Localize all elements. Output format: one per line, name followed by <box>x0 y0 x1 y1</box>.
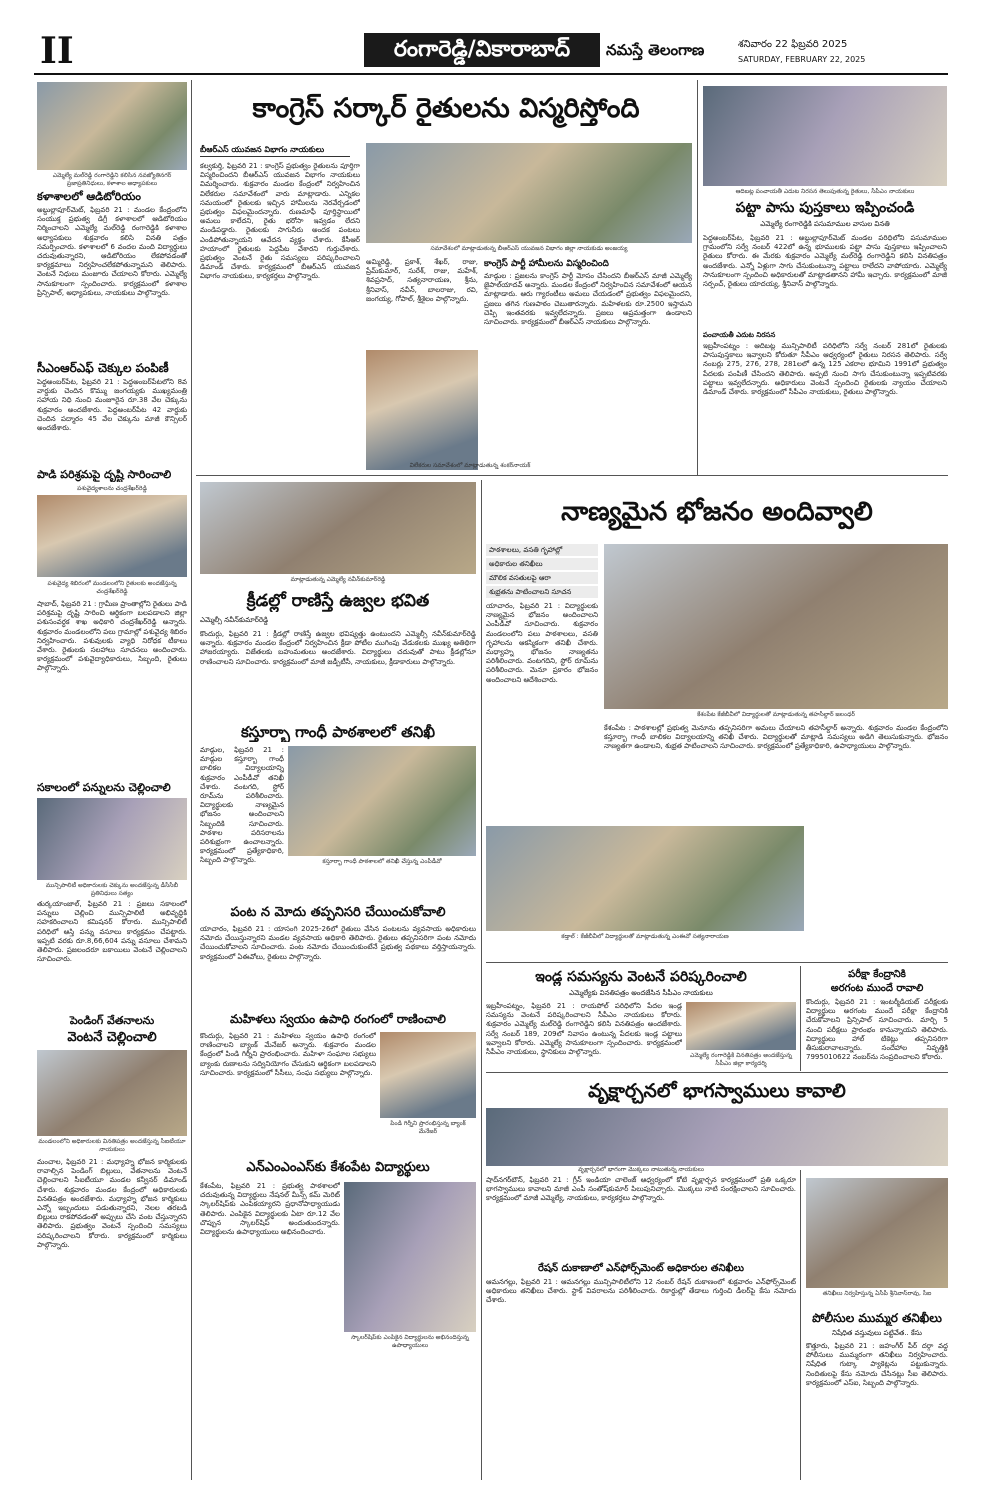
article-body: షాబాద్, ఫిబ్రవరి 21 : గ్రామీణ ప్రాంతాల్లోని రైతులు పాడి పరిశ్రమపై దృష్టి సారించి ఆర్థికంగా బలపడాలని జిల్లా పశుసంవర్ధక శాఖ అధికారి చంద్రశేఖర్‌రెడ్డి అన్నారు. శుక్రవారం మండలంలోని పలు గ్రామాల్లో పశువైద్య శిబిరం నిర్వహించారు. పశువులకు వ్యాధి నిరోధక టీకాలు వేశారు. రైతులకు సలహాలు సూచనలు అందించారు. కార్యక్రమంలో పశువైద్యాధికారులు, సిబ్బంది, రైతులు పాల్గొన్నారు. <box>37 600 187 673</box>
headline: రేషన్ దుకాణాలో ఎన్‌ఫోర్స్‌మెంట్ అధికారుల తనిఖీలు <box>537 1263 744 1274</box>
headline: పట్టా పాసు పుస్తకాలు ఇప్పించండి <box>735 200 915 216</box>
article-body: మాడ్గుల, ఫిబ్రవరి 21 : మాడ్గుల కస్తూర్బా గాంధీ బాలికల విద్యాలయాన్ని శుక్రవారం ఎంపీడీవో తనిఖీ చేశారు. వంటగది, స్టోర్ రూమ్‌ను పరిశీలించారు. విద్యార్థులకు నాణ్యమైన భోజనం అందించాలని సిబ్బందికి సూచించారు. పాఠశాల పరిసరాలను పరిశుభ్రంగా ఉంచాలన్నారు. కార్యక్రమంలో ప్రత్యేకాధికారి, సిబ్బంది పాల్గొన్నారు. <box>200 746 284 865</box>
article-body: కొందుర్గు, ఫిబ్రవరి 21 : ఇంటర్మీడియట్ పరీక్షలకు విద్యార్థులు అరగంట ముందే పరీక్షా కేంద్రానికి చేరుకోవాలని ప్రిన్సిపాల్ సూచించారు. మార్చి 5 నుంచి పరీక్షలు ప్రారంభం కానున్నాయని తెలిపారు. విద్యార్థులు హాల్ టికెట్లు తప్పనిసరిగా తీసుకురావాలన్నారు. సందేహాల నివృత్తికి 7995010622 నంబర్‌ను సంప్రదించాలని కోరారు. <box>806 998 948 1062</box>
photo-caption: కేశంపేట కేజీబీవీలో విద్యార్థులతో మాట్లాడుతున్న తహసీల్దార్ జలంధర్ <box>697 711 855 718</box>
headline: క్రీడల్లో రాణిస్తే ఉజ్వల భవిత <box>246 591 430 611</box>
news-photo <box>288 746 476 856</box>
news-photo <box>806 1178 948 1288</box>
news-photo <box>604 544 948 709</box>
article-body: కల్వకుర్తి, ఫిబ్రవరి 21 : కాంగ్రెస్ ప్రభుత్వం రైతులను పూర్తిగా విస్మరించిందని బీఆర్‌ఎస్ యువజన విభాగం నాయకులు విమర్శించారు. శుక్రవారం మండల కేంద్రంలో నిర్వహించిన విలేకరుల సమావేశంలో వారు మాట్లాడారు. ఎన్నికల సమయంలో రైతులకు ఇచ్చిన హామీలను నెరవేర్చడంలో ప్రభుత్వం విఫలమైందన్నారు. రుణమాఫీ పూర్తిస్థాయిలో అమలు కాలేదని, రైతు భరోసా ఇవ్వడం లేదని మండిపడ్డారు. రైతులకు సాగునీరు అందక పంటలు ఎండిపోతున్నాయని ఆవేదన వ్యక్తం చేశారు. కేసీఆర్ హయాంలో రైతులకు పెద్దపీట వేశారని గుర్తుచేశారు. ప్రభుత్వం వెంటనే రైతు సమస్యలు పరిష్కరించాలని డిమాండ్ చేశారు. కార్యక్రమంలో బీఆర్‌ఎస్ యువజన విభాగం నాయకులు, కార్యకర్తలు పాల్గొన్నారు. <box>200 162 360 281</box>
headline: కళాశాలలో ఆడిటోరియం <box>37 190 141 203</box>
news-photo <box>200 482 476 574</box>
photo-caption: పిండి గిర్నీని ప్రారంభిస్తున్న బ్యాంక్ మేనేజర్ <box>390 1120 466 1135</box>
photo-caption: పశువైద్యశాలను చంద్రశేఖర్‌రెడ్డి <box>77 485 147 492</box>
photo-caption: మండలంలోని అధికారులకు వినతిపత్రం అందజేస్తున్న సీఐటీయూ నాయకులు <box>38 1138 186 1153</box>
headline: పెండింగ్ వేతనాలను <box>69 1014 155 1027</box>
news-photo <box>380 1032 476 1118</box>
photo-caption: వృక్షార్చనలో భాగంగా మొక్కలు నాటుతున్న నాయకులు <box>578 1166 704 1173</box>
headline: వృక్షార్చనలో భాగస్వాములు కావాలి <box>588 1080 846 1102</box>
page-number: II <box>40 30 74 72</box>
article-body: అబ్దుల్లాపూర్‌మెట్, ఫిబ్రవరి 21 : మండల కేంద్రంలోని సంయుక్త ప్రభుత్వ డిగ్రీ కళాశాలలో ఆడిటోరియం నిర్మించాలని ఎమ్మెల్యే మల్‌రెడ్డి రంగారెడ్డికి కళాశాల అధ్యాపకులు శుక్రవారం కలిసి వినతి పత్రం సమర్పించారు. కళాశాలలో 6 వందల మంది విద్యార్థులు చదువుతున్నారని, ఆడిటోరియం లేకపోవడంతో కార్యక్రమాలు నిర్వహించలేకపోతున్నామని తెలిపారు. వెంటనే నిధులు మంజూరు చేయాలని కోరారు. ఎమ్మెల్యే సానుకూలంగా స్పందించారు. కార్యక్రమంలో కళాశాల ప్రిన్సిపాల్, అధ్యాపకులు, నాయకులు పాల్గొన్నారు. <box>37 206 187 297</box>
headline: సకాలంలో పన్నులను చెల్లించాలి <box>37 781 171 794</box>
column-rule <box>481 480 482 1480</box>
news-photo <box>366 350 478 470</box>
news-photo <box>703 86 947 186</box>
headline: అరగంట ముందే రావాలి <box>830 983 924 994</box>
article-body: ఇబ్రహీంపట్నం : ఆదిబట్ల మున్సిపాలిటీ పరిధిలోని సర్వే నంబర్ 281లో రైతులకు పాసుపుస్తకాలు ఇవ్వాలని కోరుతూ సీపీఎం ఆధ్వర్యంలో రైతులు నిరసన తెలిపారు. సర్వే నంబర్లు 275, 276, 278, 281లలో ఉన్న 125 ఎకరాల భూమిని 1991లో ప్రభుత్వం పేదలకు పంపిణీ చేసిందని తెలిపారు. అప్పటి నుంచి సాగు చేసుకుంటున్నా ఇప్పటివరకు పట్టాలు ఇవ్వలేదన్నారు. అధికారులు వెంటనే స్పందించి రైతులకు న్యాయం చేయాలని డిమాండ్ చేశారు. కార్యక్రమంలో సీపీఎం నాయకులు, రైతులు పాల్గొన్నారు. <box>703 342 947 397</box>
headline: కస్తూర్బా గాంధీ పాఠశాలలో తనిఖీ <box>240 723 436 741</box>
date-english: SATURDAY, FEBRUARY 22, 2025 <box>738 55 866 64</box>
masthead-rule <box>34 73 948 75</box>
headline: పాడి పరిశ్రమపై దృష్టి సారించాలి <box>37 468 172 481</box>
article-body: పెద్దఅంబర్‌పేట, ఫిబ్రవరి 21 : పెద్దఅంబర్‌పేటలోని 8వ వార్డుకు చెందిన కొమ్ము జంగయ్యకు ముఖ్యమంత్రి సహాయ నిధి నుంచి మంజూరైన రూ.38 వేల చెక్కును శుక్రవారం అందజేశారు. పెద్దఅంబర్‌పేట 42 వార్డుకు చెందిన పద్మారం 45 వేల చెక్కును మాజీ కౌన్సిలర్ అందజేశారు. <box>37 378 187 433</box>
section-banner: రంగారెడ్డి/వికారాబాద్ <box>364 33 600 67</box>
kicker: బీఆర్‌ఎస్ యువజన విభాగం నాయకులు <box>200 143 350 157</box>
news-photo <box>486 826 804 931</box>
news-photo <box>37 1050 187 1136</box>
section-rule <box>486 962 948 963</box>
headline: ఎన్‌ఎంఎంఎస్‌కు కేశంపేట విద్యార్థులు <box>246 1160 430 1175</box>
article-body: కొందుర్గు, ఫిబ్రవరి 21 : క్రీడల్లో రాణిస్తే ఉజ్వల భవిష్యత్తు ఉంటుందని ఎమ్మెల్సీ నవీన్‌కుమార్‌రెడ్డి అన్నారు. శుక్రవారం మండల కేంద్రంలో నిర్వహించిన క్రీడా పోటీల ముగింపు వేడుకలకు ముఖ్య అతిథిగా హాజరయ్యారు. విజేతలకు బహుమతులు అందజేశారు. విద్యార్థులు చదువుతో పాటు క్రీడల్లోనూ రాణించాలని సూచించారు. కార్యక్రమంలో మాజీ జడ్పీటీసీ, నాయకులు, క్రీడాకారులు పాల్గొన్నారు. <box>200 630 476 666</box>
photo-caption: ఎమ్మెల్యే మల్‌రెడ్డి రంగారెడ్డిని కలిసిన నవజ్యోతినగర్ ప్రజాప్రతినిధులు, కళాశాల అధ్యాపకులు <box>52 172 172 187</box>
news-photo <box>37 798 187 880</box>
article-body: షాద్‌నగర్‌టౌన్, ఫిబ్రవరి 21 : గ్రీన్ ఇండియా చాలెంజ్ ఆధ్వర్యంలో కోటి వృక్షార్చన కార్యక్రమంలో ప్రతి ఒక్కరూ భాగస్వాములు కావాలని మాజీ ఎంపీ సంతోష్‌కుమార్ పిలుపునిచ్చారు. మొక్కలు నాటి సంరక్షించాలని సూచించారు. కార్యక్రమంలో మాజీ ఎమ్మెల్యే, నాయకులు, కార్యకర్తలు పాల్గొన్నారు. <box>486 1176 796 1203</box>
photo-caption: స్కాలర్‌షిప్‌కు ఎంపికైన విద్యార్థులను అభినందిస్తున్న ఉపాధ్యాయులు <box>351 1334 469 1349</box>
article-body: అమ్మిరెడ్డి, ప్రకాశ్, శేఖర్, రాజు, ప్రేమ్‌కుమార్, సురేశ్, రాజు, మహేశ్, శివప్రసాద్, సత్యనారాయణ, శ్రీను, శ్రీనివాస్, నవీన్, బాలరాజు, రవి, జంగయ్య, గోపాల్, శ్రీశైలం పాల్గొన్నారు. <box>366 258 478 303</box>
section-rule <box>196 475 948 476</box>
headline: కాంగ్రెస్ పార్టీ హామీలను విస్మరించింది <box>484 259 609 269</box>
news-photo <box>366 143 692 243</box>
column-rule <box>800 1170 801 1480</box>
article-body: పెద్దఅంబర్‌పేట, ఫిబ్రవరి 21 : అబ్దుల్లాపూర్‌మెట్ మండల పరిధిలోని పసుమాముల గ్రామంలోని సర్వే నంబర్ 422లో ఉన్న భూములకు పట్టా పాసు పుస్తకాలు ఇప్పించాలని రైతులు కోరారు. ఈ మేరకు శుక్రవారం ఎమ్మెల్యే మల్‌రెడ్డి రంగారెడ్డిని కలిసి వినతిపత్రం అందజేశారు. ఎన్నో ఏళ్లుగా సాగు చేసుకుంటున్నా పట్టాలు రాలేదని వాపోయారు. ఎమ్మెల్యే సానుకూలంగా స్పందించి అధికారులతో మాట్లాడతానని హామీ ఇచ్చారు. కార్యక్రమంలో మాజీ సర్పంచ్, రైతులు యాదయ్య, శ్రీనివాస్ పాల్గొన్నారు. <box>703 234 947 289</box>
date-telugu: శనివారం 22 ఫిబ్రవరి 2025 <box>738 39 848 50</box>
photo-caption: తనిఖీలు నిర్వహిస్తున్న ఏసీపీ శ్రీనివాస్‌రావు, సీఐ <box>822 1290 932 1297</box>
newspaper-name: నమస్తే తెలంగాణ <box>606 41 705 59</box>
article-body: ఆమనగల్లు, ఫిబ్రవరి 21 : ఆమనగల్లు మున్సిపాలిటీలోని 12 నంబర్ రేషన్ దుకాణంలో శుక్రవారం ఎన్‌ఫోర్స్‌మెంట్ అధికారులు తనిఖీలు చేశారు. స్టాక్ వివరాలను పరిశీలించారు. రికార్డుల్లో తేడాలు గుర్తించి డీలర్‌పై కేసు నమోదు చేశారు. <box>486 1278 796 1305</box>
sub-headline: ఎమ్మెల్సీ నవీన్‌కుమార్‌రెడ్డి <box>200 616 269 624</box>
photo-caption: మున్సిపాలిటీ అధికారులకు చెక్కును అందజేస్తున్న డీసీసీబీ ప్రతినిధులు సత్యం <box>45 882 179 897</box>
article-body: యాచారం, ఫిబ్రవరి 21 : విద్యార్థులకు నాణ్యమైన భోజనం అందించాలని ఎంపీడీవో సూచించారు. శుక్రవారం మండలంలోని పలు పాఠశాలలు, వసతి గృహాలను ఆకస్మికంగా తనిఖీ చేశారు. మధ్యాహ్న భోజనం నాణ్యతను పరిశీలించారు. వంటగదిని, స్టోర్ రూమ్‌ను పరిశీలించారు. మెనూ ప్రకారం భోజనం అందించాలని ఆదేశించారు. <box>486 602 598 684</box>
kicker: అధికారుల తనిఖీలు <box>486 558 598 570</box>
photo-caption: కస్తూర్బా గాంధీ పాఠశాలలో తనిఖీ చేస్తున్న ఎంపీడీవో <box>322 858 442 865</box>
section-rule <box>486 1072 948 1073</box>
column-rule <box>697 80 698 475</box>
headline: సీఎంఆర్‌ఎఫ్ చెక్కుల పంపిణీ <box>37 361 169 375</box>
photo-caption: విలేకరుల సమావేశంలో మాట్లాడుతున్న శంకర్‌నాయక్ <box>409 462 531 469</box>
headline: పరీక్షా కేంద్రానికి <box>848 969 906 980</box>
photo-caption: పశువైద్య శిబిరంలో మండలంలోని రైతులకు అందజేస్తున్న చంద్రశేఖర్‌రెడ్డి <box>47 580 177 595</box>
photo-caption: ఎమ్మెల్యే రంగారెడ్డికి వినతిపత్రం అందజేస్తున్న సీపీఎం జిల్లా కార్యదర్శి <box>690 1052 792 1067</box>
kicker: పాఠశాలలు, వసతి గృహాల్లో <box>486 544 598 556</box>
headline: పంట న మోదు తప్పనిసరి చేయించుకోవాలి <box>230 905 446 920</box>
headline: పోలీసుల ముమ్మర తనిఖీలు <box>812 1311 942 1325</box>
article-body: కేశంపేట, ఫిబ్రవరి 21 : ప్రభుత్వ పాఠశాలలో చదువుతున్న విద్యార్థులు నేషనల్ మీన్స్ కమ్ మెరిట్ స్కాలర్‌షిప్‌కు ఎంపికయ్యారని ప్రధానోపాధ్యాయుడు తెలిపారు. ఎంపికైన విద్యార్థులకు ఏటా రూ.12 వేల చొప్పున స్కాలర్‌షిప్ అందుతుందన్నారు. విద్యార్థులను ఉపాధ్యాయులు అభినందించారు. <box>200 1182 340 1237</box>
sub-headline: ఎమ్మెల్యేకు వినతిపత్రం అందజేసిన సీపీఎం నాయకులు <box>569 989 713 997</box>
photo-caption: కడ్తాల్ : కేజీబీవీలో విద్యార్థులతో మాట్లాడుతున్న ఎంఈవో సత్యనారాయణ <box>561 933 729 940</box>
photo-caption: సమావేశంలో మాట్లాడుతున్న బీఆర్‌ఎస్ యువజన విభాగం జిల్లా నాయకుడు అంజయ్య <box>430 245 628 252</box>
photo-caption: మాట్లాడుతున్న ఎమ్మెల్యే నవీన్‌కుమార్‌రెడ్డి <box>290 576 386 583</box>
article-body: ఇబ్రహీంపట్నం, ఫిబ్రవరి 21 : రాయపోల్ పరిధిలోని పేదల ఇండ్ల సమస్యను వెంటనే పరిష్కరించాలని సీపీఎం నాయకులు కోరారు. శుక్రవారం ఎమ్మెల్యే మల్‌రెడ్డి రంగారెడ్డిని కలిసి వినతిపత్రం అందజేశారు. సర్వే నంబర్ 189, 209లో నివాసం ఉంటున్న పేదలకు ఇండ్ల పట్టాలు ఇవ్వాలని కోరారు. ఎమ్మెల్యే సానుకూలంగా స్పందించారు. కార్యక్రమంలో సీపీఎం నాయకులు, స్థానికులు పాల్గొన్నారు. <box>486 1002 682 1057</box>
news-photo <box>37 82 187 170</box>
headline: ఇండ్ల సమస్యను వెంటనే పరిష్కరించాలి <box>535 969 747 985</box>
kicker: శుభ్రతను పాటించాలని సూచన <box>486 586 598 598</box>
sub-headline: ఎమ్మెల్యే రంగారెడ్డికి పసుమాముల వాసుల వినతి <box>760 220 890 228</box>
lead-headline: కాంగ్రెస్ సర్కార్ రైతులను విస్మరిస్తోంది <box>252 93 640 124</box>
article-body: కొత్తూరు, ఫిబ్రవరి 21 : జహంగీర్ పీర్ దర్గా వద్ద పోలీసులు ముమ్మరంగా తనిఖీలు నిర్వహించారు. నిషేధిత గుట్కా ప్యాకెట్లను పట్టుకున్నారు. నిందితులపై కేసు నమోదు చేసినట్లు సీఐ తెలిపారు. కార్యక్రమంలో ఎస్‌ఐ, సిబ్బంది పాల్గొన్నారు. <box>806 1342 948 1387</box>
news-photo <box>344 1182 476 1332</box>
column-rule <box>191 80 192 1480</box>
kicker: మౌలిక వసతులపై ఆరా <box>486 572 598 584</box>
article-body: యాచారం, ఫిబ్రవరి 21 : యాసంగి 2025-26లో రైతులు వేసిన పంటలను వ్యవసాయ అధికారులు నమోదు చేయిస్తున్నారని మండల వ్యవసాయ అధికారి తెలిపారు. రైతులు తప్పనిసరిగా పంట నమోదు చేయించుకోవాలని సూచించారు. పంట నమోదు చేయించుకుంటేనే ప్రభుత్వ పథకాలు వర్తిస్తాయన్నారు. కార్యక్రమంలో ఏఈవోలు, రైతులు పాల్గొన్నారు. <box>200 925 476 961</box>
headline: వెంటనే చెల్లించాలి <box>67 1030 157 1045</box>
news-photo <box>37 495 187 577</box>
article-body: కొందుర్గు, ఫిబ్రవరి 21 : మహిళలు స్వయం ఉపాధి రంగంలో రాణించాలని బ్యాంక్ మేనేజర్ అన్నారు. శుక్రవారం మండల కేంద్రంలో పిండి గిర్నీని ప్రారంభించారు. మహిళా సంఘాల సభ్యులు బ్యాంకు రుణాలను సద్వినియోగం చేసుకుని ఆర్థికంగా బలపడాలని సూచించారు. కార్యక్రమంలో సీసీలు, సంఘ సభ్యులు పాల్గొన్నారు. <box>200 1032 376 1077</box>
article-body: తుర్కయాంజాల్, ఫిబ్రవరి 21 : ప్రజలు సకాలంలో పన్నులు చెల్లించి మున్సిపాలిటీ అభివృద్ధికి సహకరించాలని కమిషనర్ కోరారు. మున్సిపాలిటీ పరిధిలో ఆస్తి పన్ను వసూలు కార్యక్రమం చేపట్టారు. ఇప్పటి వరకు రూ.8,66,604 పన్ను వసూలు చేశామని తెలిపారు. ప్రజలందరూ బకాయిలు వెంటనే చెల్లించాలని సూచించారు. <box>37 900 187 964</box>
news-photo <box>686 1002 796 1050</box>
photo-caption: ఆదిబట్ల పంచాయతీ ఎదుట నిరసన తెలుపుతున్న రైతులు, సీపీఎం నాయకులు <box>735 188 915 195</box>
headline: నాణ్యమైన భోజనం అందివ్వాలి <box>561 497 873 527</box>
news-photo <box>486 1108 948 1166</box>
sub-headline: నిషేధిత వస్తువులు పట్టివేత.. కేసు <box>832 1329 922 1337</box>
column-rule <box>800 966 801 1071</box>
article-body: మాడ్గుల : ప్రజలను కాంగ్రెస్ పార్టీ మోసం చేసిందని బీఆర్‌ఎస్ మాజీ ఎమ్మెల్యే జైపాల్‌యాదవ్ అన్నారు. మండల కేంద్రంలో నిర్వహించిన సమావేశంలో ఆయన మాట్లాడారు. ఆరు గ్యారంటీలు అమలు చేయడంలో ప్రభుత్వం విఫలమైందని, ప్రజలు తగిన గుణపాఠం చెబుతారన్నారు. మహిళలకు రూ.2500 ఇస్తామని చెప్పి ఇంతవరకు ఇవ్వలేదన్నారు. ప్రజలు అప్రమత్తంగా ఉండాలని సూచించారు. కార్యక్రమంలో బీఆర్‌ఎస్ నాయకులు పాల్గొన్నారు. <box>484 272 692 327</box>
article-body: కేశంపేట : పాఠశాలల్లో ప్రభుత్వ మెనూను తప్పనిసరిగా అమలు చేయాలని తహసీల్దార్ అన్నారు. శుక్రవారం మండల కేంద్రంలోని కస్తూర్బా గాంధీ బాలికల విద్యాలయాన్ని తనిఖీ చేశారు. విద్యార్థులతో మాట్లాడి సమస్యలు అడిగి తెలుసుకున్నారు. భోజనం నాణ్యతగా ఉండాలని, శుభ్రత పాటించాలని సూచించారు. కార్యక్రమంలో ప్రత్యేకాధికారి, ఉపాధ్యాయులు పాల్గొన్నారు. <box>604 724 948 751</box>
article-body: మంచాల, ఫిబ్రవరి 21 : మధ్యాహ్న భోజన కార్మికులకు రావాల్సిన పెండింగ్ బిల్లులు, వేతనాలను వెంటనే చెల్లించాలని సీఐటీయూ మండల కన్వీనర్ డిమాండ్ చేశారు. శుక్రవారం మండల కేంద్రంలో అధికారులకు వినతిపత్రం అందజేశారు. మధ్యాహ్న భోజన కార్మికులు ఎన్నో ఇబ్బందులు పడుతున్నారని, నెలల తరబడి బిల్లులు రాకపోవడంతో అప్పులు చేసి వంట చేస్తున్నారని తెలిపారు. ప్రభుత్వం వెంటనే స్పందించి సమస్యలు పరిష్కరించాలని కోరారు. కార్యక్రమంలో కార్మికులు పాల్గొన్నారు. <box>37 1158 187 1249</box>
headline: పంచాయతీ ఎదుట నిరసన <box>703 331 776 339</box>
headline: మహిళలు స్వయం ఉపాధి రంగంలో రాణించాలి <box>230 1012 446 1026</box>
